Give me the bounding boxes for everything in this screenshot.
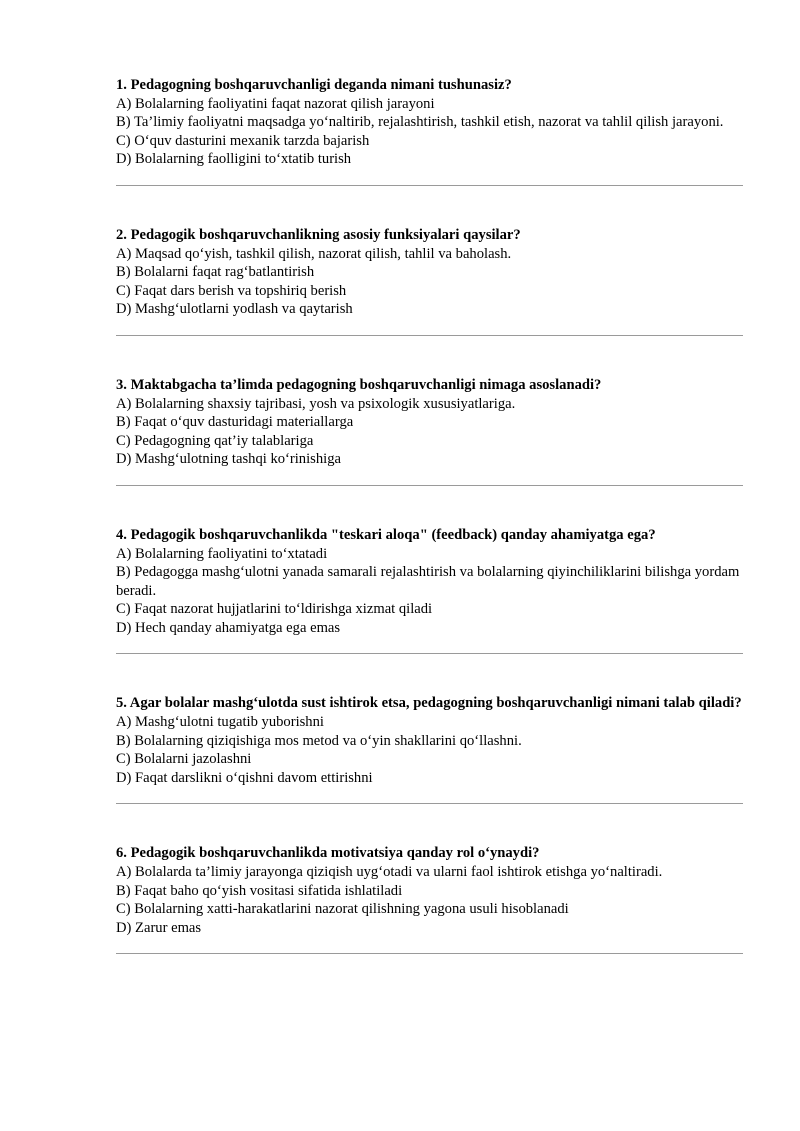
option-b: B) Pedagogga mashg‘ulotni yanada samarali rejalashtirish va bolalarning qiyinchiliklarini bilishga yordam beradi. — [116, 564, 740, 599]
divider — [116, 335, 743, 336]
option-a: A) Bolalarning shaxsiy tajribasi, yosh va psixologik xususiyatlariga. — [116, 395, 516, 412]
question-title: 5. Agar bolalar mashg‘ulotda sust ishtirok etsa, pedagogning boshqaruvchanligi nimani talab qiladi? — [116, 695, 742, 712]
question-3 — [116, 376, 743, 469]
option-a: A) Bolalarning faoliyatini to‘xtatadi — [116, 545, 328, 562]
option-b: B) Bolalarning qiziqishiga mos metod va o‘yin shakllarini qo‘llashni. — [116, 732, 522, 749]
question-title: 6. Pedagogik boshqaruvchanlikda motivatsiya qanday rol o‘ynaydi? — [116, 845, 540, 862]
divider — [116, 653, 743, 654]
divider — [116, 953, 743, 954]
divider — [116, 185, 743, 186]
option-d: D) Faqat darslikni o‘qishni davom ettirishni — [116, 769, 373, 786]
option-d: D) Mashg‘ulotning tashqi ko‘rinishiga — [116, 451, 341, 468]
question-title: 2. Pedagogik boshqaruvchanlikning asosiy funksiyalari qaysilar? — [116, 226, 521, 243]
option-c: C) O‘quv dasturini mexanik tarzda bajarish — [116, 132, 370, 149]
divider — [116, 485, 743, 486]
question-2 — [116, 226, 743, 319]
option-c: C) Faqat nazorat hujjatlarini to‘ldirishga xizmat qiladi — [116, 601, 433, 618]
question-5 — [116, 694, 743, 787]
option-a: A) Bolalarda ta’limiy jarayonga qiziqish uyg‘otadi va ularni faol ishtirok etishga yo‘naltiradi. — [116, 864, 663, 881]
option-b: B) Bolalarni faqat rag‘batlantirish — [116, 264, 315, 281]
question-title: 3. Maktabgacha ta’limda pedagogning boshqaruvchanligi nimaga asoslanadi? — [116, 376, 602, 393]
divider — [116, 803, 743, 804]
option-a: A) Mashg‘ulotni tugatib yuborishni — [116, 714, 324, 731]
question-title: 4. Pedagogik boshqaruvchanlikda "teskari aloqa" (feedback) qanday ahamiyatga ega? — [116, 526, 656, 543]
option-c: C) Pedagogning qat’iy talablariga — [116, 432, 314, 449]
option-c: C) Bolalarni jazolashni — [116, 751, 252, 768]
option-d: D) Hech qanday ahamiyatga ega emas — [116, 619, 341, 636]
question-1 — [116, 76, 743, 169]
option-b: B) Faqat o‘quv dasturidagi materiallarga — [116, 414, 354, 431]
option-d: D) Mashg‘ulotlarni yodlash va qaytarish — [116, 301, 353, 318]
option-a: A) Bolalarning faoliyatini faqat nazorat qilish jarayoni — [116, 95, 435, 112]
option-b: B) Faqat baho qo‘yish vositasi sifatida ishlatiladi — [116, 882, 403, 899]
option-b: B) Ta’limiy faoliyatni maqsadga yo‘naltirib, rejalashtirish, tashkil etish, nazorat va tahlil qilish jarayoni. — [116, 114, 724, 131]
option-c: C) Faqat dars berish va topshiriq berish — [116, 282, 347, 299]
option-d: D) Bolalarning faolligini to‘xtatib turish — [116, 151, 352, 168]
question-4 — [116, 526, 743, 638]
document-page — [116, 76, 743, 994]
option-d: D) Zarur emas — [116, 919, 202, 936]
question-6 — [116, 844, 743, 937]
question-title: 1. Pedagogning boshqaruvchanligi deganda nimani tushunasiz? — [116, 77, 512, 93]
option-a: A) Maqsad qo‘yish, tashkil qilish, nazorat qilish, tahlil va baholash. — [116, 245, 512, 262]
option-c: C) Bolalarning xatti-harakatlarini nazorat qilishning yagona usuli hisoblanadi — [116, 901, 569, 918]
